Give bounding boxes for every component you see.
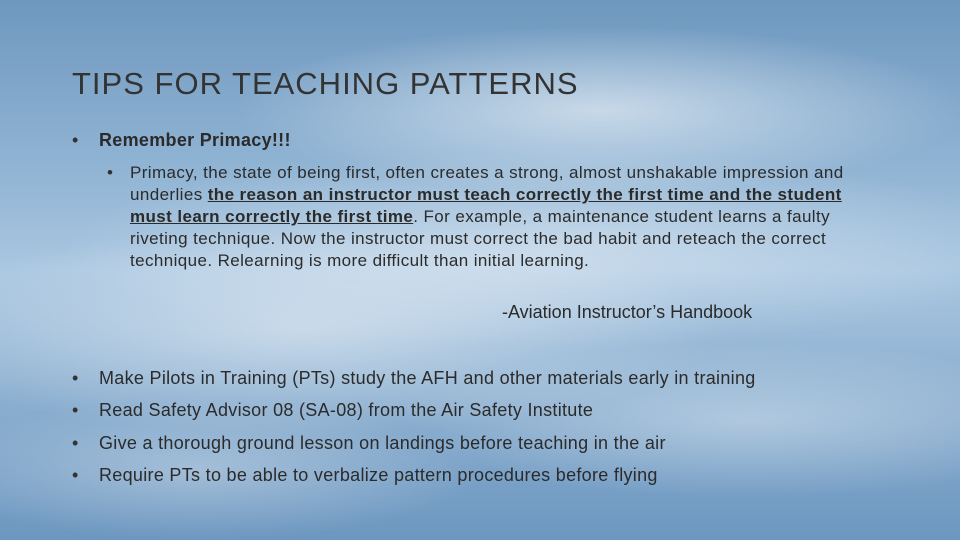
bullet-tip-4 [72, 465, 658, 486]
bullet-tip-3 [72, 433, 666, 454]
primacy-detail-text: Primacy, the state of being first, often creates a strong, almost unshakable impression and underlies [130, 163, 844, 204]
primacy-detail-text-cont: . For example, a maintenance student learns a faulty riveting technique. Now the instructor must correct the bad habit and reteach the correct technique. Relearning is more difficult than initial learning. [130, 207, 831, 270]
primacy-heading: Remember Primacy!!! [99, 130, 291, 150]
sub-bullet-primacy-detail [107, 162, 867, 272]
bullet-marker: • [72, 465, 79, 485]
bullet-primacy [72, 130, 291, 151]
tip-text: Give a thorough ground lesson on landings before teaching in the air [99, 433, 666, 453]
bullet-marker: • [72, 368, 79, 388]
bullet-marker: • [72, 130, 79, 150]
attribution: -Aviation Instructor’s Handbook [502, 302, 753, 322]
tip-text: Read Safety Advisor 08 (SA-08) from the Air Safety Institute [99, 400, 594, 420]
primacy-detail [130, 162, 867, 272]
bullet-tip-1 [72, 368, 756, 389]
tip-text: Make Pilots in Training (PTs) study the AFH and other materials early in training [99, 368, 756, 388]
tip-text: Require PTs to be able to verbalize pattern procedures before flying [99, 465, 658, 485]
bullet-marker: • [107, 163, 113, 182]
slide-title: TIPS FOR TEACHING PATTERNS [72, 66, 579, 101]
bullet-marker: • [72, 433, 79, 453]
bullet-marker: • [72, 400, 79, 420]
bullet-tip-2 [72, 400, 593, 421]
primacy-detail-emphasis: the reason an instructor must teach correctly the first time and the student must learn correctly the first time [130, 185, 842, 226]
